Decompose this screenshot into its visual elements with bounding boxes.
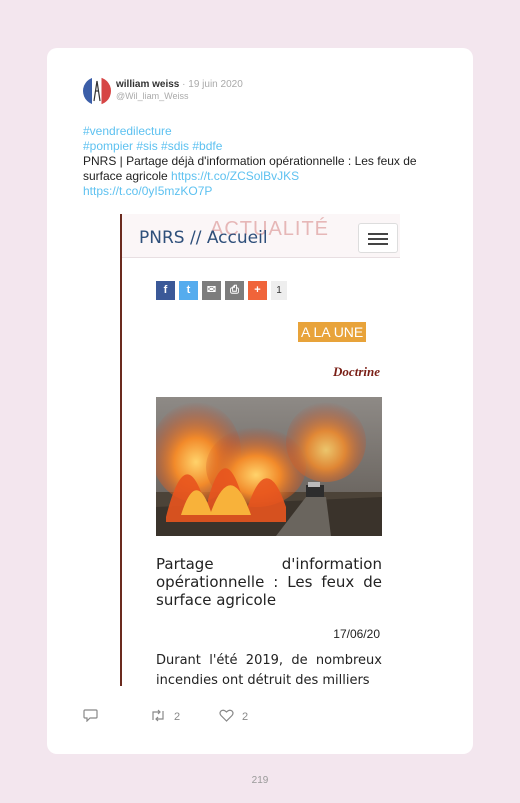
- like-count: 2: [242, 711, 249, 723]
- share-count: 1: [271, 281, 287, 300]
- author-name[interactable]: william weiss: [116, 79, 180, 90]
- reply-button[interactable]: [83, 709, 98, 725]
- email-icon: ✉: [202, 281, 221, 300]
- author-handle[interactable]: @Wil_liam_Weiss: [116, 91, 189, 101]
- tweet-link[interactable]: https://t.co/ZCSolBvJKS: [171, 169, 300, 183]
- article-date: 17/06/20: [333, 627, 380, 641]
- tweet-link[interactable]: https://t.co/0yI5mzKO7P: [83, 184, 213, 198]
- article-headline: Partage d'information opérationnelle : Les feux de surface agricole: [156, 555, 382, 609]
- hamburger-menu-button: [358, 223, 398, 253]
- retweet-count: 2: [174, 711, 181, 723]
- tweet-author: [116, 79, 243, 90]
- heart-icon: [219, 709, 234, 725]
- share-buttons: [156, 281, 287, 300]
- print-icon: ⎙: [225, 281, 244, 300]
- article-photo: [156, 397, 382, 536]
- site-title: PNRS // Accueil: [139, 228, 268, 248]
- plus-icon: +: [248, 281, 267, 300]
- site-header: [122, 214, 400, 258]
- tweet-text: [83, 124, 453, 199]
- reply-icon: [83, 709, 98, 725]
- article-excerpt: Durant l'été 2019, de nombreux incendies ont détruit des milliers: [156, 653, 382, 686]
- tweet-date[interactable]: · 19 juin 2020: [179, 79, 243, 90]
- tweet-actions: [83, 709, 283, 729]
- avatar[interactable]: [83, 77, 111, 105]
- category-label: Doctrine: [333, 364, 380, 379]
- header-watermark: ACTUALITÉ: [210, 218, 330, 240]
- embedded-screenshot[interactable]: [120, 214, 400, 686]
- twitter-icon: t: [179, 281, 198, 300]
- retweet-icon: [150, 709, 166, 725]
- tweet-body: PNRS | Partage déjà d'information opérationnelle : Les feux de surface agricole: [83, 154, 417, 183]
- facebook-icon: f: [156, 281, 175, 300]
- section-badge: A LA UNE: [298, 322, 366, 342]
- hashtag-link[interactable]: #pompier #sis #sdis #bdfe: [83, 139, 223, 153]
- page-number: 219: [251, 775, 269, 786]
- retweet-button[interactable]: [150, 709, 180, 725]
- like-button[interactable]: [219, 709, 248, 725]
- hashtag-link[interactable]: #vendredilecture: [83, 124, 172, 138]
